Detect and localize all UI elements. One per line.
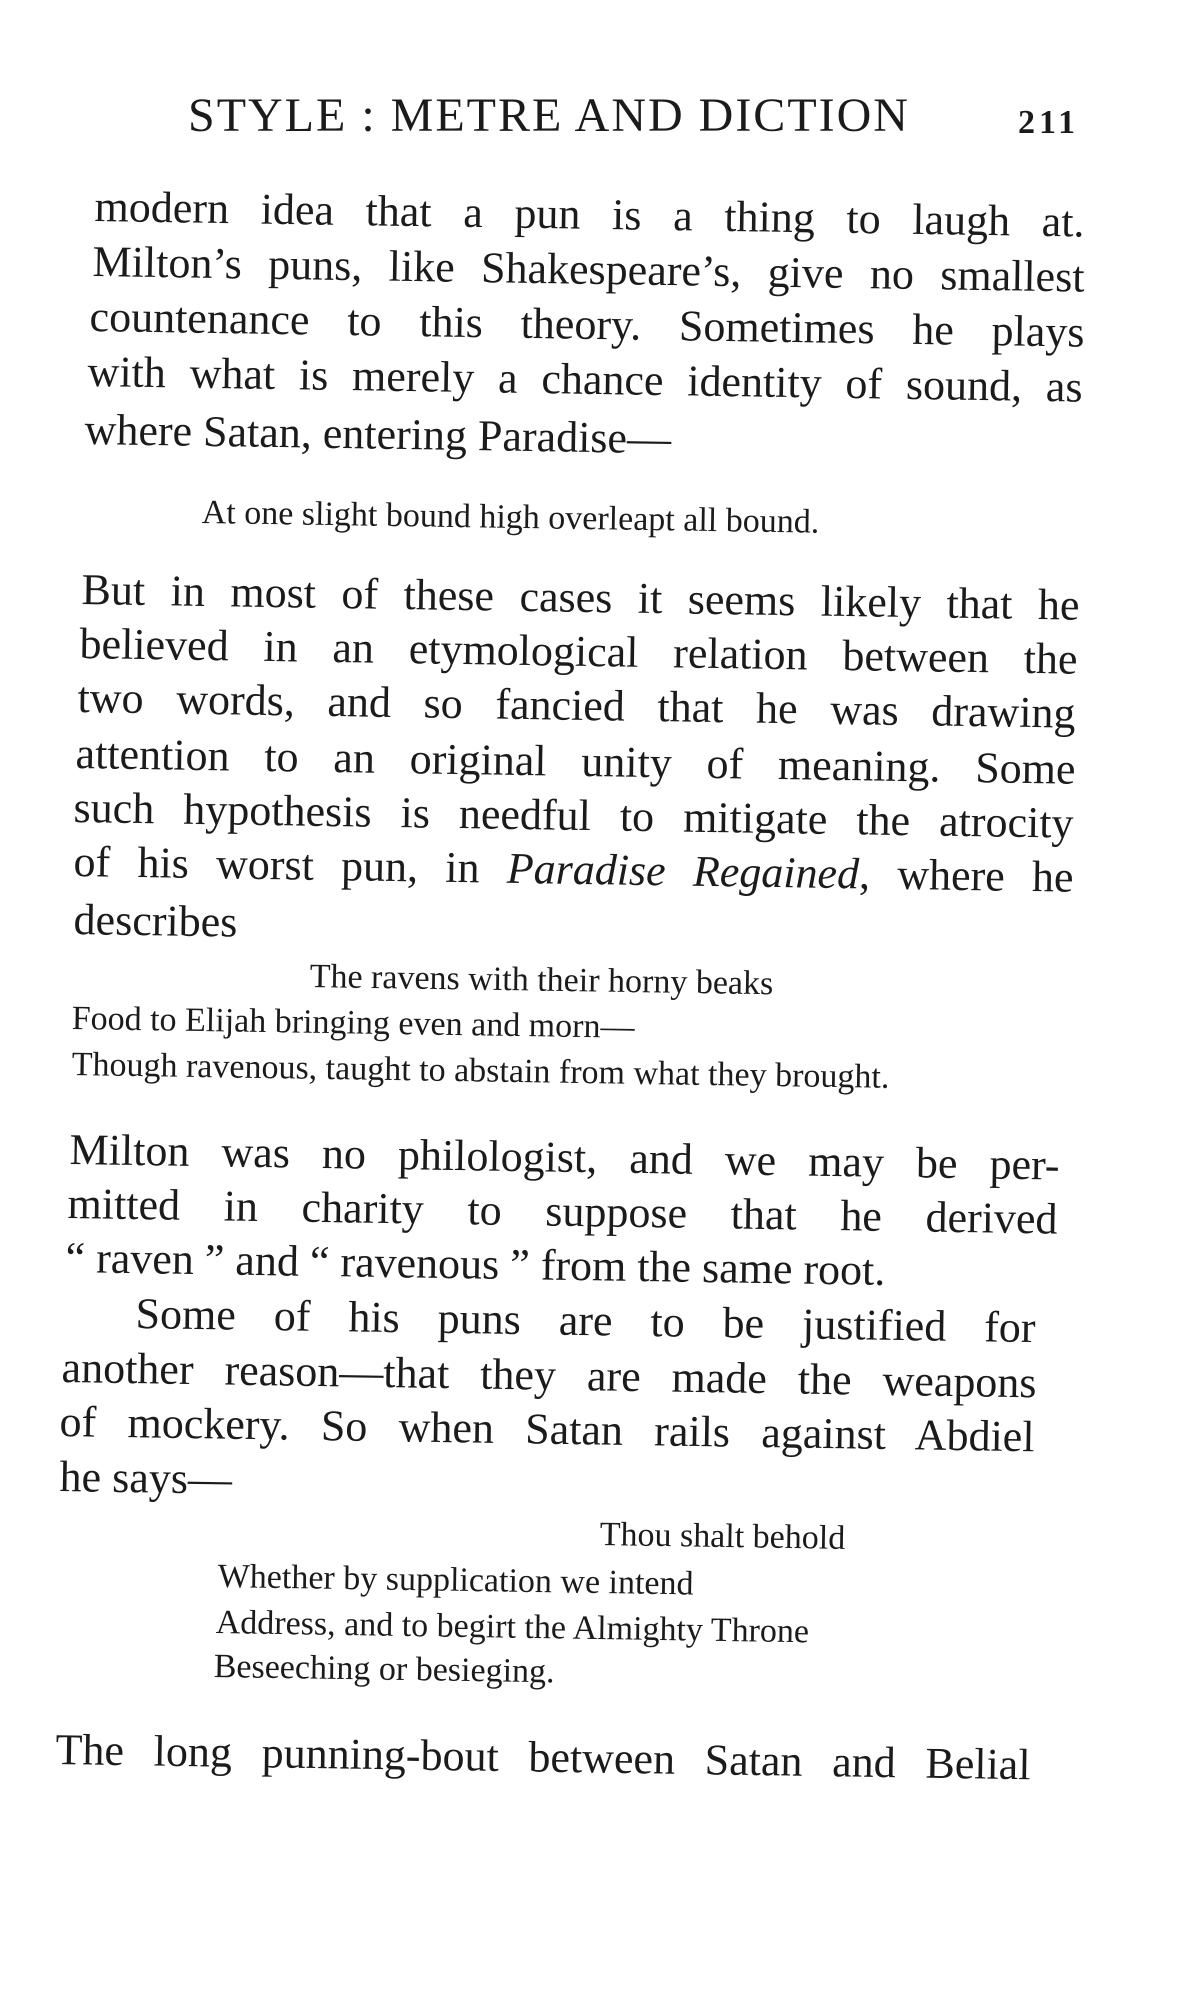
page-header [188, 88, 1088, 148]
para1-line-3: countenance to this theory. Sometimes he plays [89, 292, 1085, 357]
page-number: 211 [1018, 104, 1080, 141]
para4-line-2: another reason—that they are made the weapons [61, 1343, 1037, 1408]
para2-line-3: two words, and so fancied that he was drawing [77, 673, 1076, 738]
para2-line-7: describes [73, 895, 238, 947]
para4-line-1: Some of his puns are to be justified for [135, 1289, 1036, 1353]
para2-line-2: believed in an etymological relation between the [79, 619, 1078, 684]
para3-line-2: mitted in charity to suppose that he derived [67, 1179, 1058, 1244]
para1-line-5: where Satan, entering Paradise— [84, 405, 672, 464]
book-title-paradise-regained: Paradise Regained [506, 843, 860, 899]
para2-line-1: But in most of these cases it seems likely that he [81, 565, 1080, 630]
quote2-line-1: The ravens with their horny beaks [309, 958, 774, 1003]
quote3-line-2: Whether by supplication we intend [217, 1558, 694, 1603]
quote2-line-2: Food to Elijah bringing even and morn— [71, 1000, 635, 1046]
para2-line-4: attention to an original unity of meaning. Some [75, 729, 1076, 794]
quote3-line-4: Beseeching or besieging. [213, 1648, 555, 1691]
quote3-line-1: Thou shalt behold [599, 1516, 846, 1557]
para2-line-6-pre: of his worst pun, in [73, 837, 508, 893]
para2-line-6-post: , where he [858, 849, 1074, 902]
para4-line-4: he says— [59, 1452, 233, 1504]
running-head: STYLE : METRE AND DICTION [188, 89, 910, 142]
para5-line-1: The long punning-bout between Satan and Belial [55, 1725, 1031, 1790]
para1-line-1: modern idea that a pun is a thing to laugh at. [94, 182, 1085, 247]
quote3-line-3: Address, and to begirt the Almighty Throne [215, 1604, 810, 1651]
para4-line-3: of mockery. So when Satan rails against Abdiel [59, 1397, 1035, 1462]
para3-line-3: “ raven ” and “ ravenous ” from the same root. [65, 1233, 886, 1295]
para1-line-2: Milton’s puns, like Shakespeare’s, give no smallest [92, 237, 1085, 302]
para2-line-6 [73, 837, 1074, 902]
para1-line-4: with what is merely a chance identity of sound, as [87, 347, 1083, 412]
para2-line-5: such hypothesis is needful to mitigate the atrocity [73, 783, 1074, 848]
para3-line-1: Milton was no philologist, and we may be per- [69, 1125, 1060, 1190]
quote1-line-1: At one slight bound high overleapt all bound. [201, 494, 820, 541]
quote2-line-3: Though ravenous, taught to abstain from what they brought. [71, 1046, 890, 1096]
